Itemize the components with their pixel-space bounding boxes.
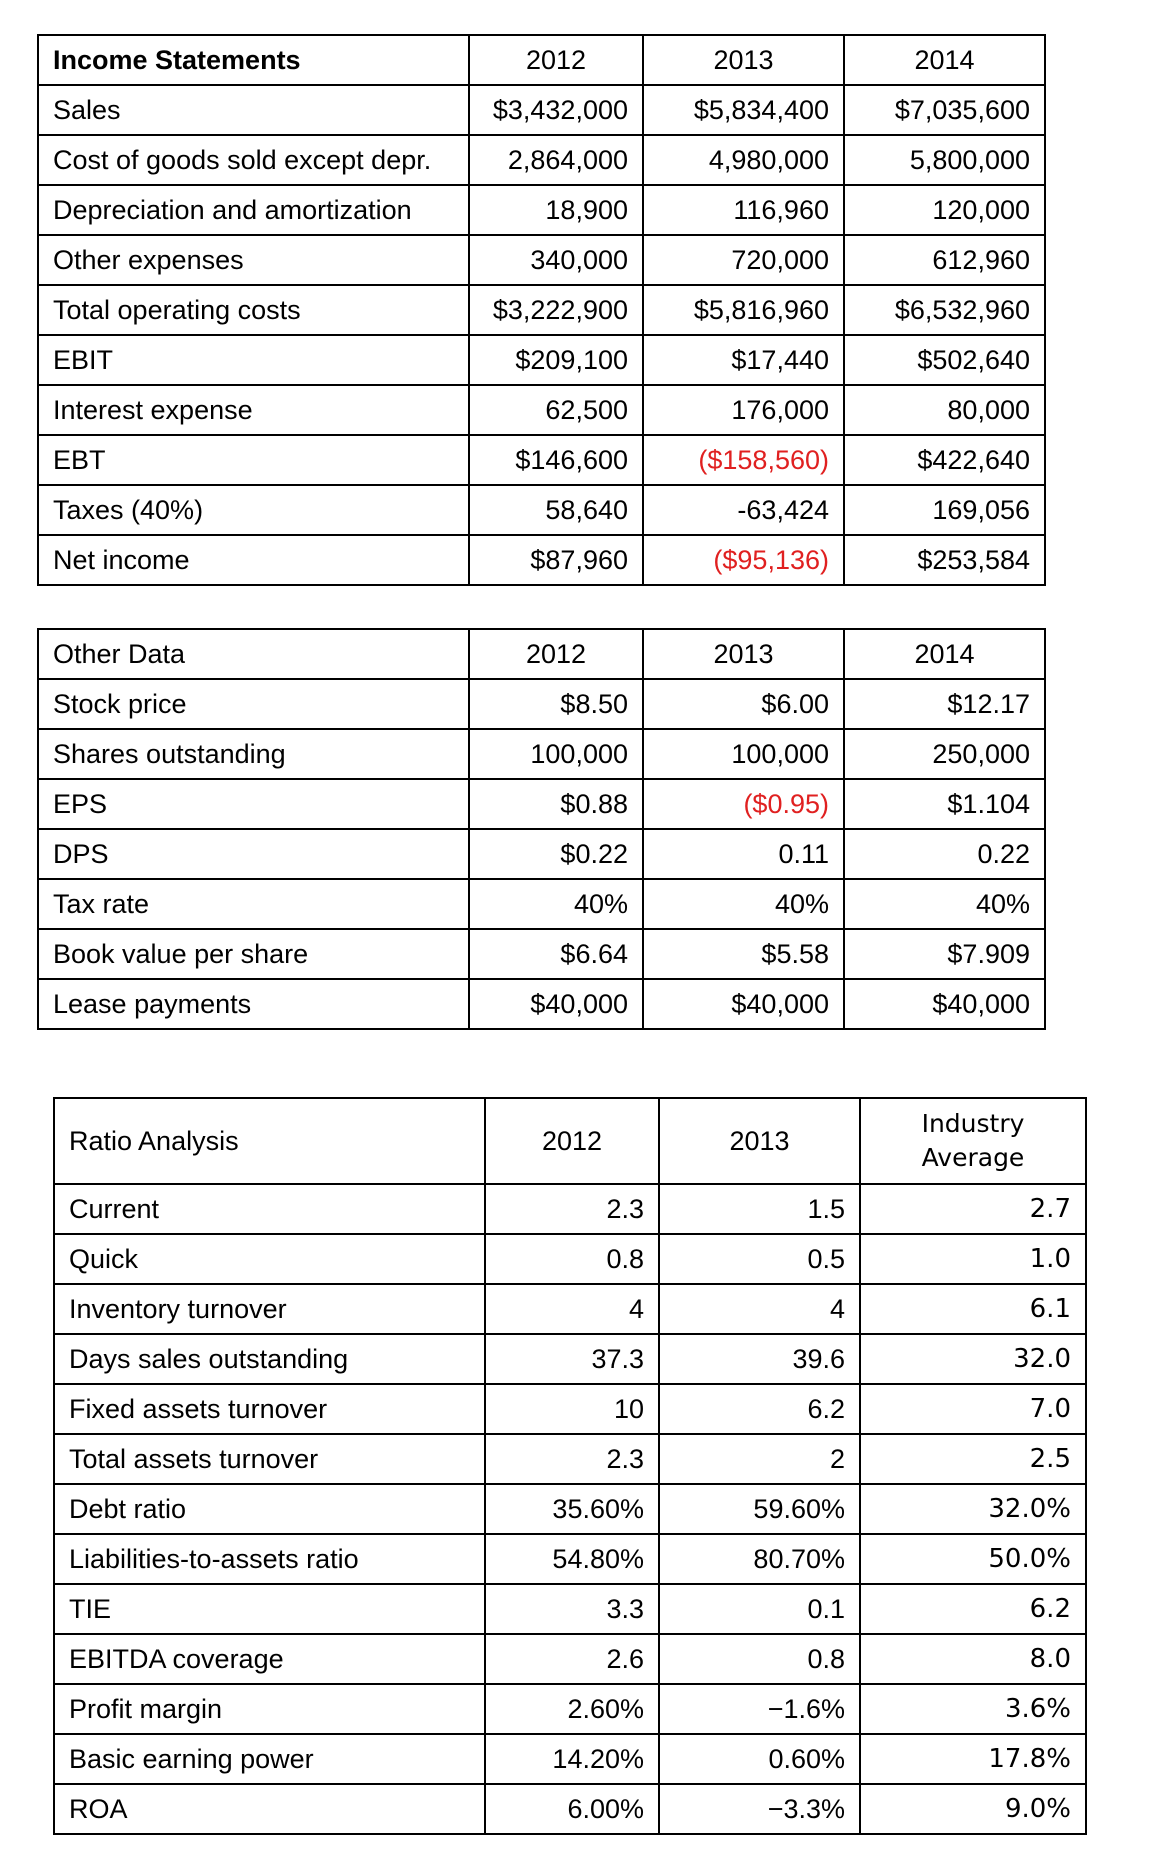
cell-value: -63,424 [643,485,844,535]
cell-value: 35.60% [485,1484,659,1534]
cell-value: 2.3 [485,1434,659,1484]
table-row [38,485,1045,535]
industry-average-value: 50.0% [860,1534,1086,1584]
row-label: Quick [54,1234,485,1284]
cell-value: 0.11 [643,829,844,879]
cell-value: 169,056 [844,485,1045,535]
cell-value: 39.6 [659,1334,860,1384]
cell-value: $1.104 [844,779,1045,829]
cell-value: $253,584 [844,535,1045,585]
row-label: EBITDA coverage [54,1634,485,1684]
row-label: Liabilities-to-assets ratio [54,1534,485,1584]
cell-value: 2,864,000 [469,135,643,185]
table-row [38,335,1045,385]
table-header-row [38,629,1045,679]
row-label: Total operating costs [38,285,469,335]
table-row [38,929,1045,979]
industry-average-value: 9.0% [860,1784,1086,1834]
table-title: Other Data [38,629,469,679]
year-header: 2013 [659,1098,860,1184]
row-label: Inventory turnover [54,1284,485,1334]
cell-value: 176,000 [643,385,844,435]
industry-average-value: 32.0% [860,1484,1086,1534]
table-row [54,1334,1086,1384]
row-label: Days sales outstanding [54,1334,485,1384]
table-row [54,1484,1086,1534]
industry-average-value: 32.0 [860,1334,1086,1384]
industry-average-value: 3.6% [860,1684,1086,1734]
cell-value: 2.6 [485,1634,659,1684]
row-label: Sales [38,85,469,135]
row-label: Profit margin [54,1684,485,1734]
industry-average-value: 8.0 [860,1634,1086,1684]
table-row [38,85,1045,135]
cell-value: 0.8 [659,1634,860,1684]
row-label: Total assets turnover [54,1434,485,1484]
row-label: DPS [38,829,469,879]
cell-value: 59.60% [659,1484,860,1534]
table-title: Income Statements [38,35,469,85]
negative-value: ($95,136) [643,535,844,585]
cell-value: 340,000 [469,235,643,285]
table-row [38,729,1045,779]
cell-value: −1.6% [659,1684,860,1734]
cell-value: 100,000 [643,729,844,779]
cell-value: $7.909 [844,929,1045,979]
row-label: Taxes (40%) [38,485,469,535]
cell-value: $87,960 [469,535,643,585]
other-data-table [37,628,1046,1030]
cell-value: 612,960 [844,235,1045,285]
ratio-analysis-table [53,1097,1087,1835]
table-row [54,1434,1086,1484]
cell-value: $422,640 [844,435,1045,485]
row-label: ROA [54,1784,485,1834]
industry-average-value: 6.2 [860,1584,1086,1634]
industry-average-value: 6.1 [860,1284,1086,1334]
cell-value: 62,500 [469,385,643,435]
cell-value: 100,000 [469,729,643,779]
cell-value: $6,532,960 [844,285,1045,335]
row-label: Lease payments [38,979,469,1029]
cell-value: −3.3% [659,1784,860,1834]
year-header: 2012 [469,629,643,679]
cell-value: 80,000 [844,385,1045,435]
header-line: Industry [921,1109,1025,1139]
row-label: Cost of goods sold except depr. [38,135,469,185]
row-label: Stock price [38,679,469,729]
cell-value: $5.58 [643,929,844,979]
year-header: 2014 [844,35,1045,85]
table-row [38,135,1045,185]
cell-value: $0.22 [469,829,643,879]
row-label: EBT [38,435,469,485]
table-row [38,829,1045,879]
table-row [38,679,1045,729]
row-label: Debt ratio [54,1484,485,1534]
cell-value: 4 [659,1284,860,1334]
cell-value: $146,600 [469,435,643,485]
year-header: 2014 [844,629,1045,679]
cell-value: $8.50 [469,679,643,729]
cell-value: 6.2 [659,1384,860,1434]
table-row [38,979,1045,1029]
cell-value: $3,222,900 [469,285,643,335]
table-row [54,1784,1086,1834]
cell-value: 10 [485,1384,659,1434]
row-label: TIE [54,1584,485,1634]
table-row [38,185,1045,235]
cell-value: 40% [469,879,643,929]
cell-value: 1.5 [659,1184,860,1234]
cell-value: 40% [643,879,844,929]
cell-value: $502,640 [844,335,1045,385]
cell-value: $5,834,400 [643,85,844,135]
cell-value: $3,432,000 [469,85,643,135]
cell-value: $40,000 [643,979,844,1029]
row-label: EBIT [38,335,469,385]
table-row [38,435,1045,485]
table-row [54,1634,1086,1684]
table-row [54,1734,1086,1784]
cell-value: 14.20% [485,1734,659,1784]
row-label: Fixed assets turnover [54,1384,485,1434]
row-label: Depreciation and amortization [38,185,469,235]
cell-value: 2.3 [485,1184,659,1234]
cell-value: $40,000 [469,979,643,1029]
table-row [38,385,1045,435]
cell-value: $17,440 [643,335,844,385]
row-label: Current [54,1184,485,1234]
negative-value: ($0.95) [643,779,844,829]
table-row [54,1234,1086,1284]
year-header: 2012 [485,1098,659,1184]
year-header: 2012 [469,35,643,85]
industry-average-value: 17.8% [860,1734,1086,1784]
table-row [54,1284,1086,1334]
table-row [54,1684,1086,1734]
industry-average-value: 2.5 [860,1434,1086,1484]
cell-value: 0.5 [659,1234,860,1284]
cell-value: $12.17 [844,679,1045,729]
cell-value: 6.00% [485,1784,659,1834]
industry-average-header [860,1098,1086,1184]
table-row [38,285,1045,335]
table-row [38,779,1045,829]
table-header-row [38,35,1045,85]
row-label: Interest expense [38,385,469,435]
cell-value: 3.3 [485,1584,659,1634]
cell-value: 720,000 [643,235,844,285]
income-statement-table [37,34,1046,586]
cell-value: 0.1 [659,1584,860,1634]
cell-value: 80.70% [659,1534,860,1584]
table-row [38,879,1045,929]
row-label: Shares outstanding [38,729,469,779]
cell-value: $209,100 [469,335,643,385]
cell-value: $7,035,600 [844,85,1045,135]
cell-value: $5,816,960 [643,285,844,335]
cell-value: 116,960 [643,185,844,235]
table-row [38,235,1045,285]
cell-value: 4 [485,1284,659,1334]
table-row [38,535,1045,585]
cell-value: $0.88 [469,779,643,829]
cell-value: $6.64 [469,929,643,979]
table-row [54,1584,1086,1634]
table-row [54,1184,1086,1234]
cell-value: 0.60% [659,1734,860,1784]
cell-value: 2.60% [485,1684,659,1734]
industry-average-value: 2.7 [860,1184,1086,1234]
cell-value: 0.22 [844,829,1045,879]
cell-value: $6.00 [643,679,844,729]
table-row [54,1534,1086,1584]
cell-value: 54.80% [485,1534,659,1584]
row-label: Book value per share [38,929,469,979]
table-header-row [54,1098,1086,1184]
cell-value: 120,000 [844,185,1045,235]
table-row [54,1384,1086,1434]
year-header: 2013 [643,629,844,679]
cell-value: 18,900 [469,185,643,235]
row-label: Basic earning power [54,1734,485,1784]
header-line: Average [921,1143,1025,1172]
cell-value: 4,980,000 [643,135,844,185]
row-label: Tax rate [38,879,469,929]
cell-value: 5,800,000 [844,135,1045,185]
cell-value: $40,000 [844,979,1045,1029]
cell-value: 250,000 [844,729,1045,779]
cell-value: 37.3 [485,1334,659,1384]
negative-value: ($158,560) [643,435,844,485]
year-header: 2013 [643,35,844,85]
industry-average-value: 1.0 [860,1234,1086,1284]
cell-value: 40% [844,879,1045,929]
cell-value: 0.8 [485,1234,659,1284]
table-title: Ratio Analysis [54,1098,485,1184]
cell-value: 58,640 [469,485,643,535]
row-label: EPS [38,779,469,829]
row-label: Other expenses [38,235,469,285]
industry-average-value: 7.0 [860,1384,1086,1434]
cell-value: 2 [659,1434,860,1484]
row-label: Net income [38,535,469,585]
